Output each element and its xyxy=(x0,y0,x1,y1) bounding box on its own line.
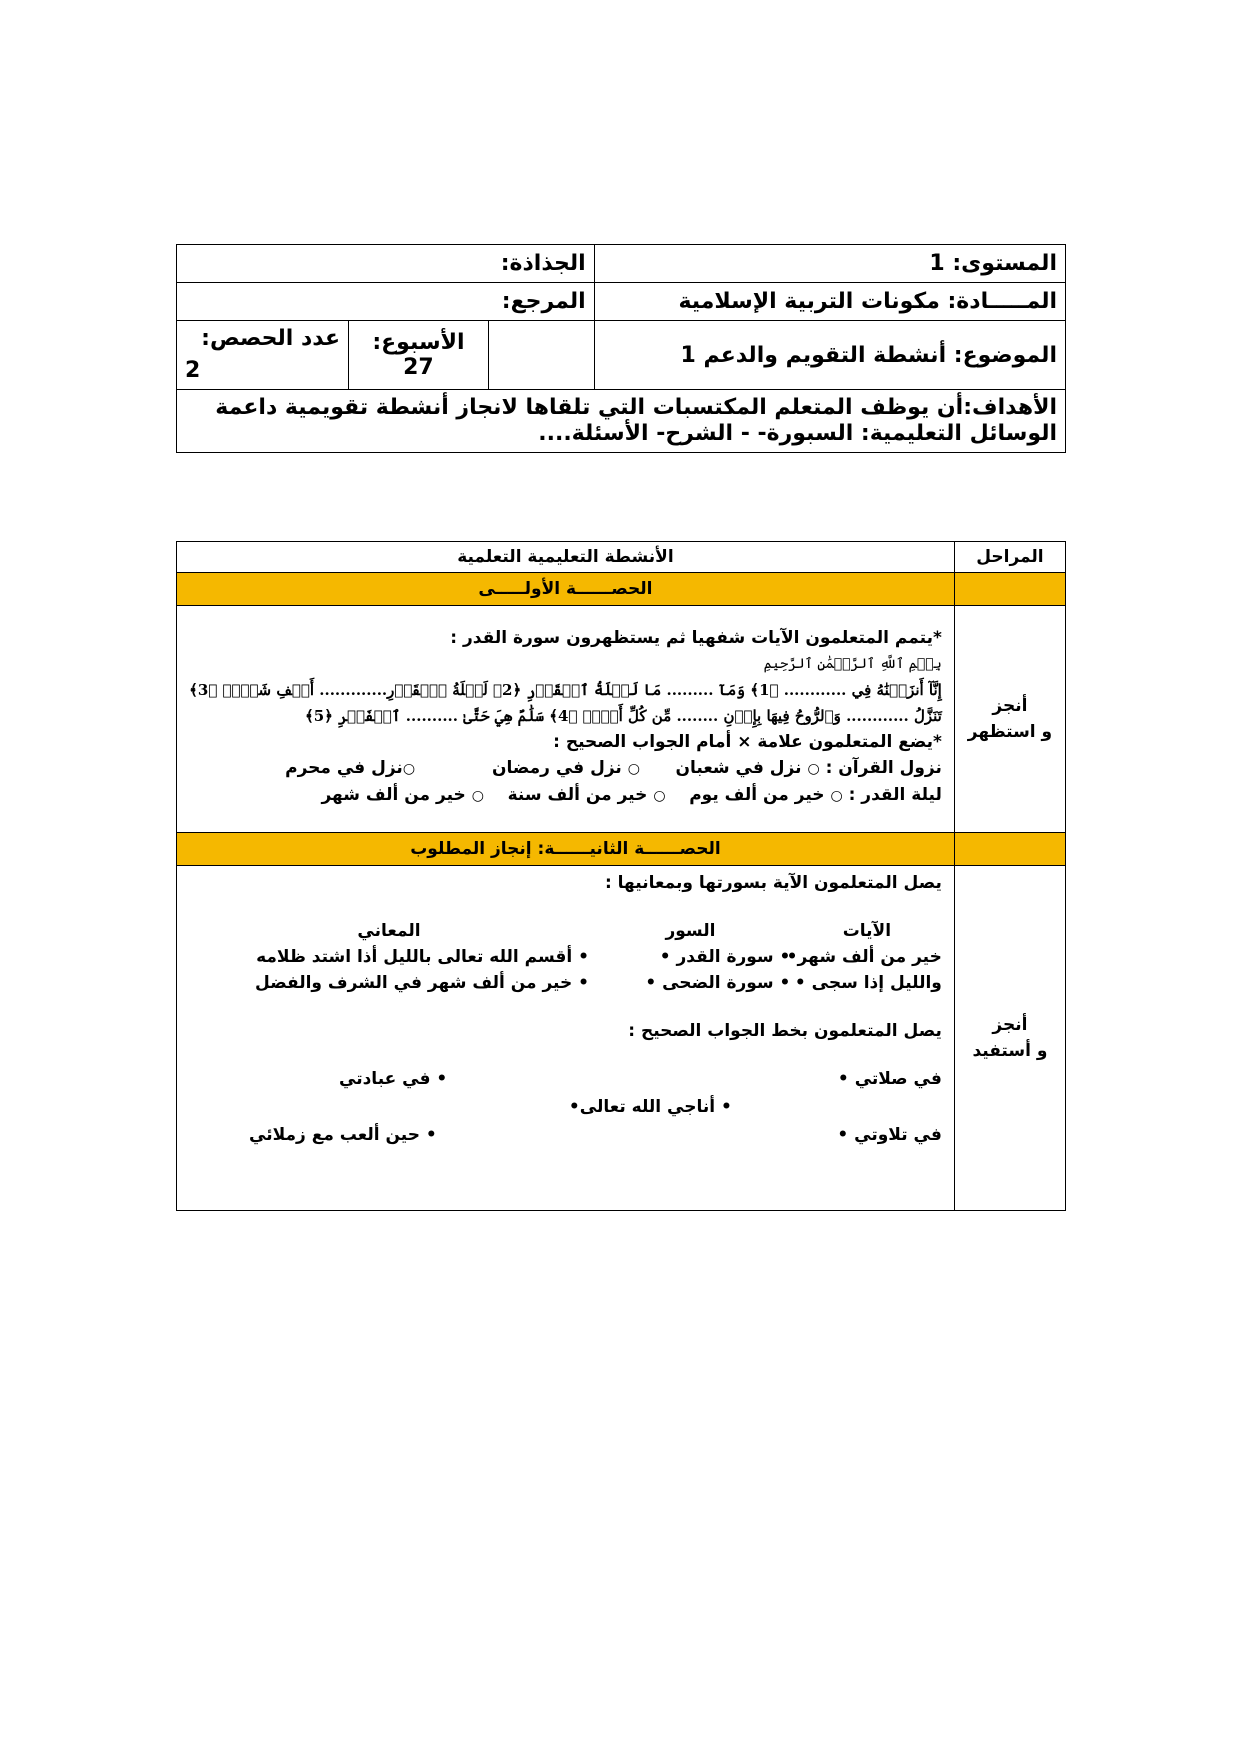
sessions-value: 2 xyxy=(185,358,201,383)
q2-option-1: خير من ألف يوم xyxy=(689,785,825,805)
link-center[interactable]: • أناجي الله تعالى• xyxy=(568,1097,732,1117)
objectives-text: الأهداف:أن يوظف المتعلم المكتسبات التي تلقاها لانجاز أنشطة تقويمية داعمة xyxy=(215,395,1057,420)
meanings-header: المعاني xyxy=(357,921,421,941)
ayat-column xyxy=(786,918,942,996)
basmala: بِسۡمِ ٱللَّهِ ٱلرَّحۡمَٰنِ ٱلرَّحِيمِ xyxy=(763,656,942,672)
q2-option-2: خير من ألف سنة xyxy=(507,785,648,805)
surah-item[interactable]: • سورة القدر • xyxy=(659,947,791,967)
verse-line-1: إِنَّآ أَنزَلۡنَٰهُ فِي ............ ﴿1﴾ وَمَآ ......... مَا لَيۡلَةُ ٱلۡقَدۡرِ ﴿2﴾ لَيۡلَةُ ٱلۡقَدۡرِ............. أَلۡفِ شَهۡرٖ ﴿3﴾ xyxy=(189,681,942,699)
q1-option-2: نزل في رمضان xyxy=(491,758,622,778)
radio-option[interactable]: ○ xyxy=(471,788,484,804)
stem-cell: الجذاذة: xyxy=(177,245,595,283)
session1-intro: *يتمم المتعلمون الآيات شفهيا ثم يستظهرون سورة القدر : xyxy=(450,628,942,648)
session2-phase xyxy=(954,866,1065,1211)
ayat-header: الآيات xyxy=(842,921,892,941)
session1-instruction2: *يضع المتعلمون علامة × أمام الجواب الصحيح : xyxy=(553,732,942,752)
ayah-item[interactable]: والليل إذا سجى • xyxy=(794,973,942,993)
linking-exercise xyxy=(189,1066,942,1166)
subject-cell: المـــــادة: مكونات التربية الإسلامية xyxy=(594,283,1065,321)
ayah-item[interactable]: خير من ألف شهر• xyxy=(786,947,942,967)
session2-phase-line2: و أستفيد xyxy=(972,1041,1048,1061)
radio-option[interactable]: ○ xyxy=(627,761,640,777)
materials-text: الوسائل التعليمية: السبورة- - الشرح- الأسئلة.... xyxy=(538,421,1057,446)
q1-option-3: نزل في محرم xyxy=(285,758,403,778)
q1-option-1: نزل في شعبان xyxy=(675,758,802,778)
suwar-column xyxy=(590,918,790,996)
radio-option[interactable]: ○ xyxy=(807,761,820,777)
q2-option-3: خير من ألف شهر xyxy=(321,785,466,805)
meanings-column xyxy=(189,918,589,996)
session2-intro: يصل المتعلمون الآية بسورتها وبمعانيها : xyxy=(604,873,942,893)
empty-cell xyxy=(488,321,594,390)
session1-phase-line2: و استظهر xyxy=(967,722,1053,742)
link-left-1[interactable]: في صلاتي • xyxy=(837,1069,942,1089)
radio-option[interactable]: ○ xyxy=(402,761,416,777)
session2-phase-line1: أنجز xyxy=(992,1015,1028,1035)
session1-phase xyxy=(954,606,1065,833)
surah-item[interactable]: • سورة الضحى • xyxy=(645,973,791,993)
objectives-cell xyxy=(177,390,1066,453)
question1-label: نزول القرآن : xyxy=(825,758,942,778)
link-right-1[interactable]: • في عبادتي xyxy=(339,1069,448,1089)
topic-cell: الموضوع: أنشطة التقويم والدعم 1 xyxy=(594,321,1065,390)
session1-title: الحصــــــة الأولـــــى xyxy=(177,573,955,606)
link-left-2[interactable]: في تلاوتي • xyxy=(837,1125,942,1145)
matching-grid xyxy=(189,918,942,996)
reference-cell: المرجع: xyxy=(177,283,595,321)
session2-bar-empty xyxy=(954,833,1065,866)
phases-header: المراحل xyxy=(954,542,1065,573)
sessions-label: عدد الحصص: xyxy=(201,326,340,351)
header-table xyxy=(176,244,1066,453)
radio-option[interactable]: ○ xyxy=(830,788,843,804)
session1-activities xyxy=(177,606,955,833)
suwar-header: السور xyxy=(665,921,716,941)
sessions-cell xyxy=(177,321,349,390)
session1-bar-empty xyxy=(954,573,1065,606)
link-right-2[interactable]: • حين ألعب مع زملائي xyxy=(249,1125,437,1145)
session2-intro2: يصل المتعلمون بخط الجواب الصحيح : xyxy=(628,1021,942,1041)
activities-header: الأنشطة التعليمية التعلمية xyxy=(177,542,955,573)
session2-title: الحصــــــة الثانيــــــة: إنجاز المطلوب xyxy=(177,833,955,866)
meaning-item[interactable]: • خير من ألف شهر في الشرف والفضل xyxy=(255,973,590,993)
activities-table xyxy=(176,541,1066,1211)
session1-phase-line1: أنجز xyxy=(992,696,1028,716)
meaning-item[interactable]: • أقسم الله تعالى بالليل أذا اشتد ظلامه xyxy=(256,947,590,967)
radio-option[interactable]: ○ xyxy=(653,788,666,804)
question1-row xyxy=(189,755,942,782)
week-cell: الأسبوع: 27 xyxy=(348,321,488,390)
question2-row xyxy=(189,782,942,809)
level-cell: المستوى: 1 xyxy=(594,245,1065,283)
session2-activities xyxy=(177,866,955,1211)
verse-line-2: تَنَزَّلُ ............ وَٱلرُّوحُ فِيهَا بِإِذۡنِ ........ مِّن كُلِّ أَمۡرٖ ﴿4﴾ سَلَٰمٌ هِيَ حَتَّىٰ .......... ٱلۡفَجۡرِ ﴿5﴾ xyxy=(304,707,942,725)
question2-label: ليلة القدر : xyxy=(848,785,942,805)
